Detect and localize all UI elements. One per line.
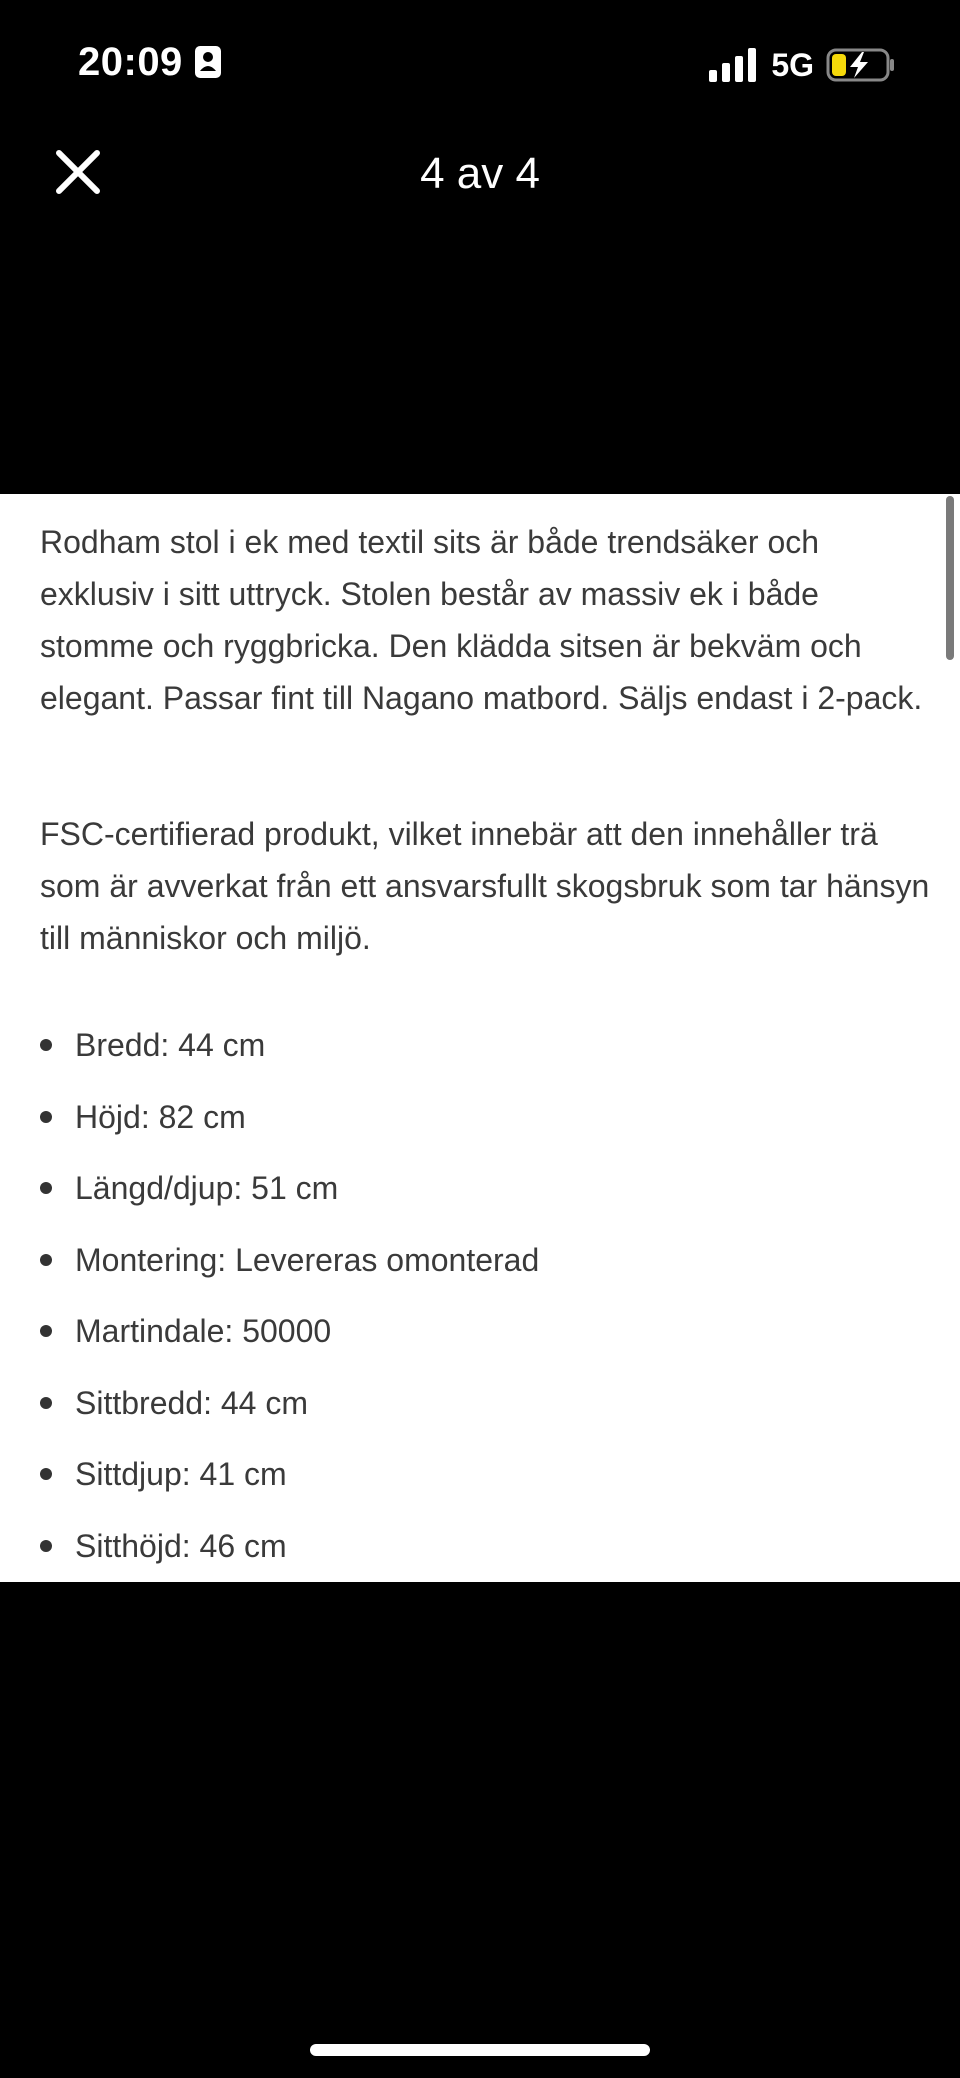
bullet <box>40 1254 52 1266</box>
bullet <box>40 1182 52 1194</box>
spec-item-seat-depth <box>40 1448 920 1520</box>
spec-item-depth <box>40 1162 920 1234</box>
scrollbar[interactable] <box>946 496 954 660</box>
page-counter: 4 av 4 <box>420 149 540 198</box>
spec-item-martindale <box>40 1305 920 1377</box>
spec-text: Martindale: 50000 <box>75 1313 332 1349</box>
bullet <box>40 1111 52 1123</box>
cellular-signal-icon <box>709 48 757 82</box>
network-type: 5G <box>771 47 814 83</box>
spec-item-seat-width <box>40 1377 920 1449</box>
spec-item-assembly <box>40 1234 920 1306</box>
spec-list <box>40 1019 920 1582</box>
bullet <box>40 1397 52 1409</box>
bullet <box>40 1325 52 1337</box>
spec-text: Bredd: 44 cm <box>75 1027 266 1063</box>
spec-text: Sittdjup: 41 cm <box>75 1456 287 1492</box>
spec-text: Montering: Levereras omonterad <box>75 1241 540 1278</box>
spec-item-width <box>40 1019 920 1091</box>
status-time: 20:09 <box>78 40 183 84</box>
spec-text: Sittbredd: 44 cm <box>75 1384 308 1421</box>
bullet <box>40 1039 52 1051</box>
product-description-panel[interactable] <box>0 494 960 1582</box>
status-bar <box>0 0 960 130</box>
battery-charging-icon <box>826 48 896 82</box>
spec-item-height <box>40 1091 920 1163</box>
bullet <box>40 1540 52 1552</box>
bullet <box>40 1468 52 1480</box>
status-right <box>709 42 896 88</box>
spec-text: Sitthöjd: 46 cm <box>75 1527 287 1564</box>
spec-text: Längd/djup: 51 cm <box>75 1170 339 1206</box>
viewer-nav-bar <box>0 130 960 220</box>
description-paragraph: Rodham stol i ek med textil sits är både trendsäker och exklusiv i sitt uttryck. Stolen består av massiv ek i både stomme och ryggbricka. Den klädda sitsen är bekväm och elegant. Passar fint till Nagano matbord. Säljs endast i 2-pack. <box>40 524 923 716</box>
spec-item-seat-height <box>40 1520 920 1583</box>
id-card-icon <box>195 46 221 78</box>
status-time-group <box>78 38 221 86</box>
spec-text: Höjd: 82 cm <box>75 1098 246 1135</box>
home-indicator[interactable] <box>310 2044 650 2056</box>
certification-paragraph: FSC-certifierad produkt, vilket innebär att den innehåller trä som är avverkat från ett ansvarsfullt skogsbruk som tar hänsyn till människor och miljö. <box>40 816 930 956</box>
